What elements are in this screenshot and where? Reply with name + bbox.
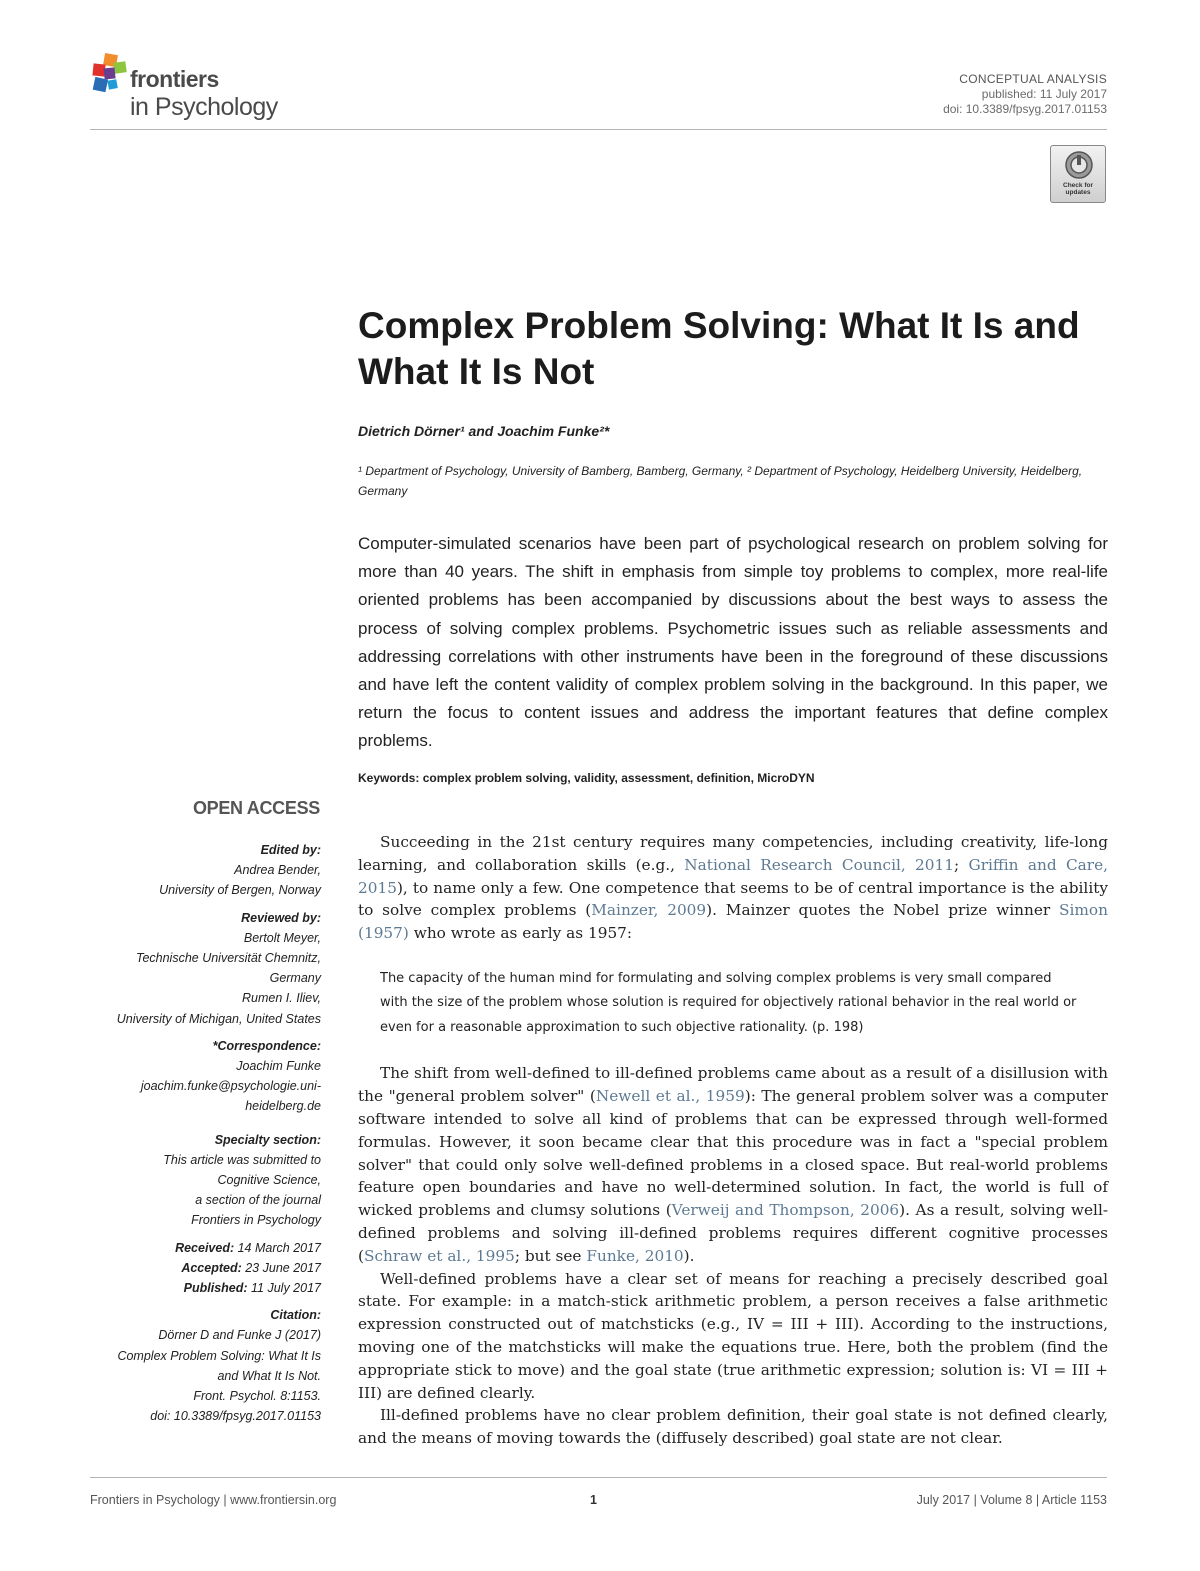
specialty-line: a section of the journal bbox=[195, 1193, 321, 1208]
abstract: Computer-simulated scenarios have been part of psychological research on problem solving for more than 40 years. The shift in emphasis from simple toy problems to complex, more real-life oriented problems has been accompanied by discussions about the best ways to assess the process of solving complex problems. Psychometric issues such as reliable assessments and addressing correlations with other instruments have been in the foreground of these discussions and have left the content validity of complex problem solving in the background. In this paper, we return the focus to content issues and address the important features that define complex problems. bbox=[358, 534, 1108, 751]
footer-journal-link[interactable]: Frontiers in Psychology | www.frontiersin.org bbox=[90, 1493, 337, 1507]
citation-label: Citation: bbox=[270, 1308, 321, 1323]
citation-link[interactable]: Verweij and Thompson, 2006 bbox=[671, 1201, 900, 1220]
citation-line: Complex Problem Solving: What It Is bbox=[117, 1348, 321, 1363]
page-number: 1 bbox=[590, 1493, 597, 1507]
article-meta bbox=[943, 72, 1107, 117]
footer-divider bbox=[90, 1477, 1107, 1478]
correspondence-name: Joachim Funke bbox=[236, 1059, 321, 1074]
body-paragraph: Ill-defined problems have no clear problem definition, their goal state is not defined clearly, and the means of moving towards the (diffusely described) goal state are not clear. bbox=[358, 1406, 1108, 1448]
footer-issue-info: July 2017 | Volume 8 | Article 1153 bbox=[916, 1493, 1107, 1507]
header-divider bbox=[90, 129, 1107, 130]
specialty-line: Cognitive Science, bbox=[217, 1173, 321, 1188]
journal-name-line2: in Psychology bbox=[130, 93, 278, 121]
citation-link[interactable]: Newell et al., 1959 bbox=[595, 1087, 745, 1106]
citation-link[interactable]: Schraw et al., 1995 bbox=[363, 1246, 515, 1265]
reviewed-by-label: Reviewed by: bbox=[241, 910, 321, 925]
citation-link[interactable]: Mainzer, 2009 bbox=[591, 901, 707, 920]
article-title: Complex Problem Solving: What It Is and What It Is Not bbox=[358, 305, 1080, 392]
citation-link[interactable]: National Research Council, 2011 bbox=[684, 855, 954, 874]
editor-affiliation: University of Bergen, Norway bbox=[159, 883, 321, 898]
open-access-badge: OPEN ACCESS bbox=[192, 798, 320, 818]
citation-link[interactable]: Funke, 2010 bbox=[586, 1246, 684, 1265]
article-authors[interactable]: Dietrich Dörner¹ and Joachim Funke²* bbox=[358, 423, 610, 439]
citation-line: Front. Psychol. 8:1153. bbox=[193, 1389, 321, 1404]
reviewer1-country: Germany bbox=[269, 971, 321, 986]
check-updates-label: Check for updates bbox=[1063, 182, 1093, 196]
correspondence-label: *Correspondence: bbox=[212, 1038, 321, 1053]
block-quote: The capacity of the human mind for formulating and solving complex problems is very small compared with the size of the problem whose solution is required for objectively rational behavior in the real world or even for a reasonable approximation to such objective rationality. (p. 198) bbox=[380, 970, 1077, 1035]
reviewer1-name[interactable]: Bertolt Meyer, bbox=[243, 930, 321, 945]
article-doi[interactable]: doi: 10.3389/fpsyg.2017.01153 bbox=[943, 102, 1107, 116]
reviewer2-name[interactable]: Rumen I. Iliev, bbox=[242, 991, 321, 1006]
frontiers-logo-icon bbox=[90, 52, 130, 102]
specialty-line: This article was submitted to bbox=[163, 1152, 321, 1167]
specialty-line: Frontiers in Psychology bbox=[191, 1213, 321, 1228]
journal-name-line1: frontiers bbox=[130, 66, 219, 92]
keywords bbox=[358, 771, 815, 785]
correspondence-email-cont[interactable]: heidelberg.de bbox=[245, 1099, 321, 1114]
check-for-updates-button[interactable] bbox=[1050, 145, 1106, 203]
dates-section bbox=[80, 1238, 321, 1299]
article-type: CONCEPTUAL ANALYSIS bbox=[959, 72, 1107, 86]
body-paragraph: Well-defined problems have a clear set of means for reaching a precisely described goal state. For example: in a match-stick arithmetic problem, a person receives a false arithmetic expression constructed out of matchsticks (e.g., IV = III + III). According to the instructions, moving one of the matchsticks will make the equations true. Here, both the problem (find the appropriate stick to move) and the goal state (true arithmetic expression; solution is: VI = III + III) are defined clearly. bbox=[358, 1269, 1108, 1402]
specialty-section bbox=[80, 1130, 321, 1231]
published-date: published: 11 July 2017 bbox=[981, 87, 1107, 101]
reviewer1-affiliation: Technische Universität Chemnitz, bbox=[135, 951, 321, 966]
journal-logo[interactable] bbox=[90, 50, 320, 120]
accepted-date: Accepted: 23 June 2017 bbox=[181, 1260, 321, 1275]
article-body bbox=[358, 831, 1108, 1450]
body-paragraph: The shift from well-defined to ill-defined problems came about as a result of a disillusion with the "general problem solver" (Newell et al., 1959): The general problem solver was a computer software intended to solve all kind of problems that can be expressed through well-formed formulas. However, it soon became clear that this procedure was in fact a "special problem solver" that could only solve well-defined problems in a closed space. But real-world problems feature open boundaries and have no well-determined solution. In fact, the world is full of wicked problems and clumsy solutions (Verweij and Thompson, 2006). As a result, solving well-defined problems and solving ill-defined problems requires different cognitive processes (Schraw et al., 1995; but see Funke, 2010). bbox=[358, 1064, 1109, 1265]
keywords-label: Keywords: bbox=[358, 771, 420, 785]
keywords-list: complex problem solving, validity, assessment, definition, MicroDYN bbox=[422, 771, 815, 785]
citation-section bbox=[80, 1305, 321, 1426]
received-date: Received: 14 March 2017 bbox=[175, 1240, 321, 1255]
edited-by-label: Edited by: bbox=[260, 843, 321, 857]
reviewer2-affiliation: University of Michigan, United States bbox=[116, 1011, 321, 1026]
edited-by-section bbox=[80, 840, 321, 901]
reviewed-by-section bbox=[80, 908, 321, 1029]
editor-name[interactable]: Andrea Bender, bbox=[234, 863, 321, 878]
citation-link[interactable]: Griffin and Care, 2015 bbox=[358, 855, 1108, 897]
article-info-sidebar bbox=[80, 840, 321, 1433]
author-affiliations: ¹ Department of Psychology, University of Bamberg, Bamberg, Germany, ² Department of Psychology, Heidelberg University, Heidelberg, Germany bbox=[358, 464, 1083, 498]
body-paragraph: Succeeding in the 21st century requires many competencies, including creativity, life-long learning, and collaboration skills (e.g., National Research Council, 2011; Griffin and Care, 2015), to name only a few. One competence that seems to be of central importance is the ability to solve complex problems (Mainzer, 2009). Mainzer quotes the Nobel prize winner Simon (1957) who wrote as early as 1957: bbox=[358, 833, 1108, 943]
update-icon bbox=[1064, 150, 1094, 180]
citation-line: and What It Is Not. bbox=[217, 1368, 321, 1383]
correspondence-email[interactable]: joachim.funke@psychologie.uni- bbox=[140, 1079, 321, 1094]
citation-doi[interactable]: doi: 10.3389/fpsyg.2017.01153 bbox=[150, 1409, 321, 1424]
citation-link[interactable]: Simon (1957) bbox=[358, 901, 1108, 943]
specialty-label: Specialty section: bbox=[214, 1132, 321, 1147]
published-date-sidebar: Published: 11 July 2017 bbox=[183, 1281, 321, 1296]
citation-line: Dörner D and Funke J (2017) bbox=[158, 1328, 321, 1343]
correspondence-section bbox=[80, 1036, 321, 1117]
